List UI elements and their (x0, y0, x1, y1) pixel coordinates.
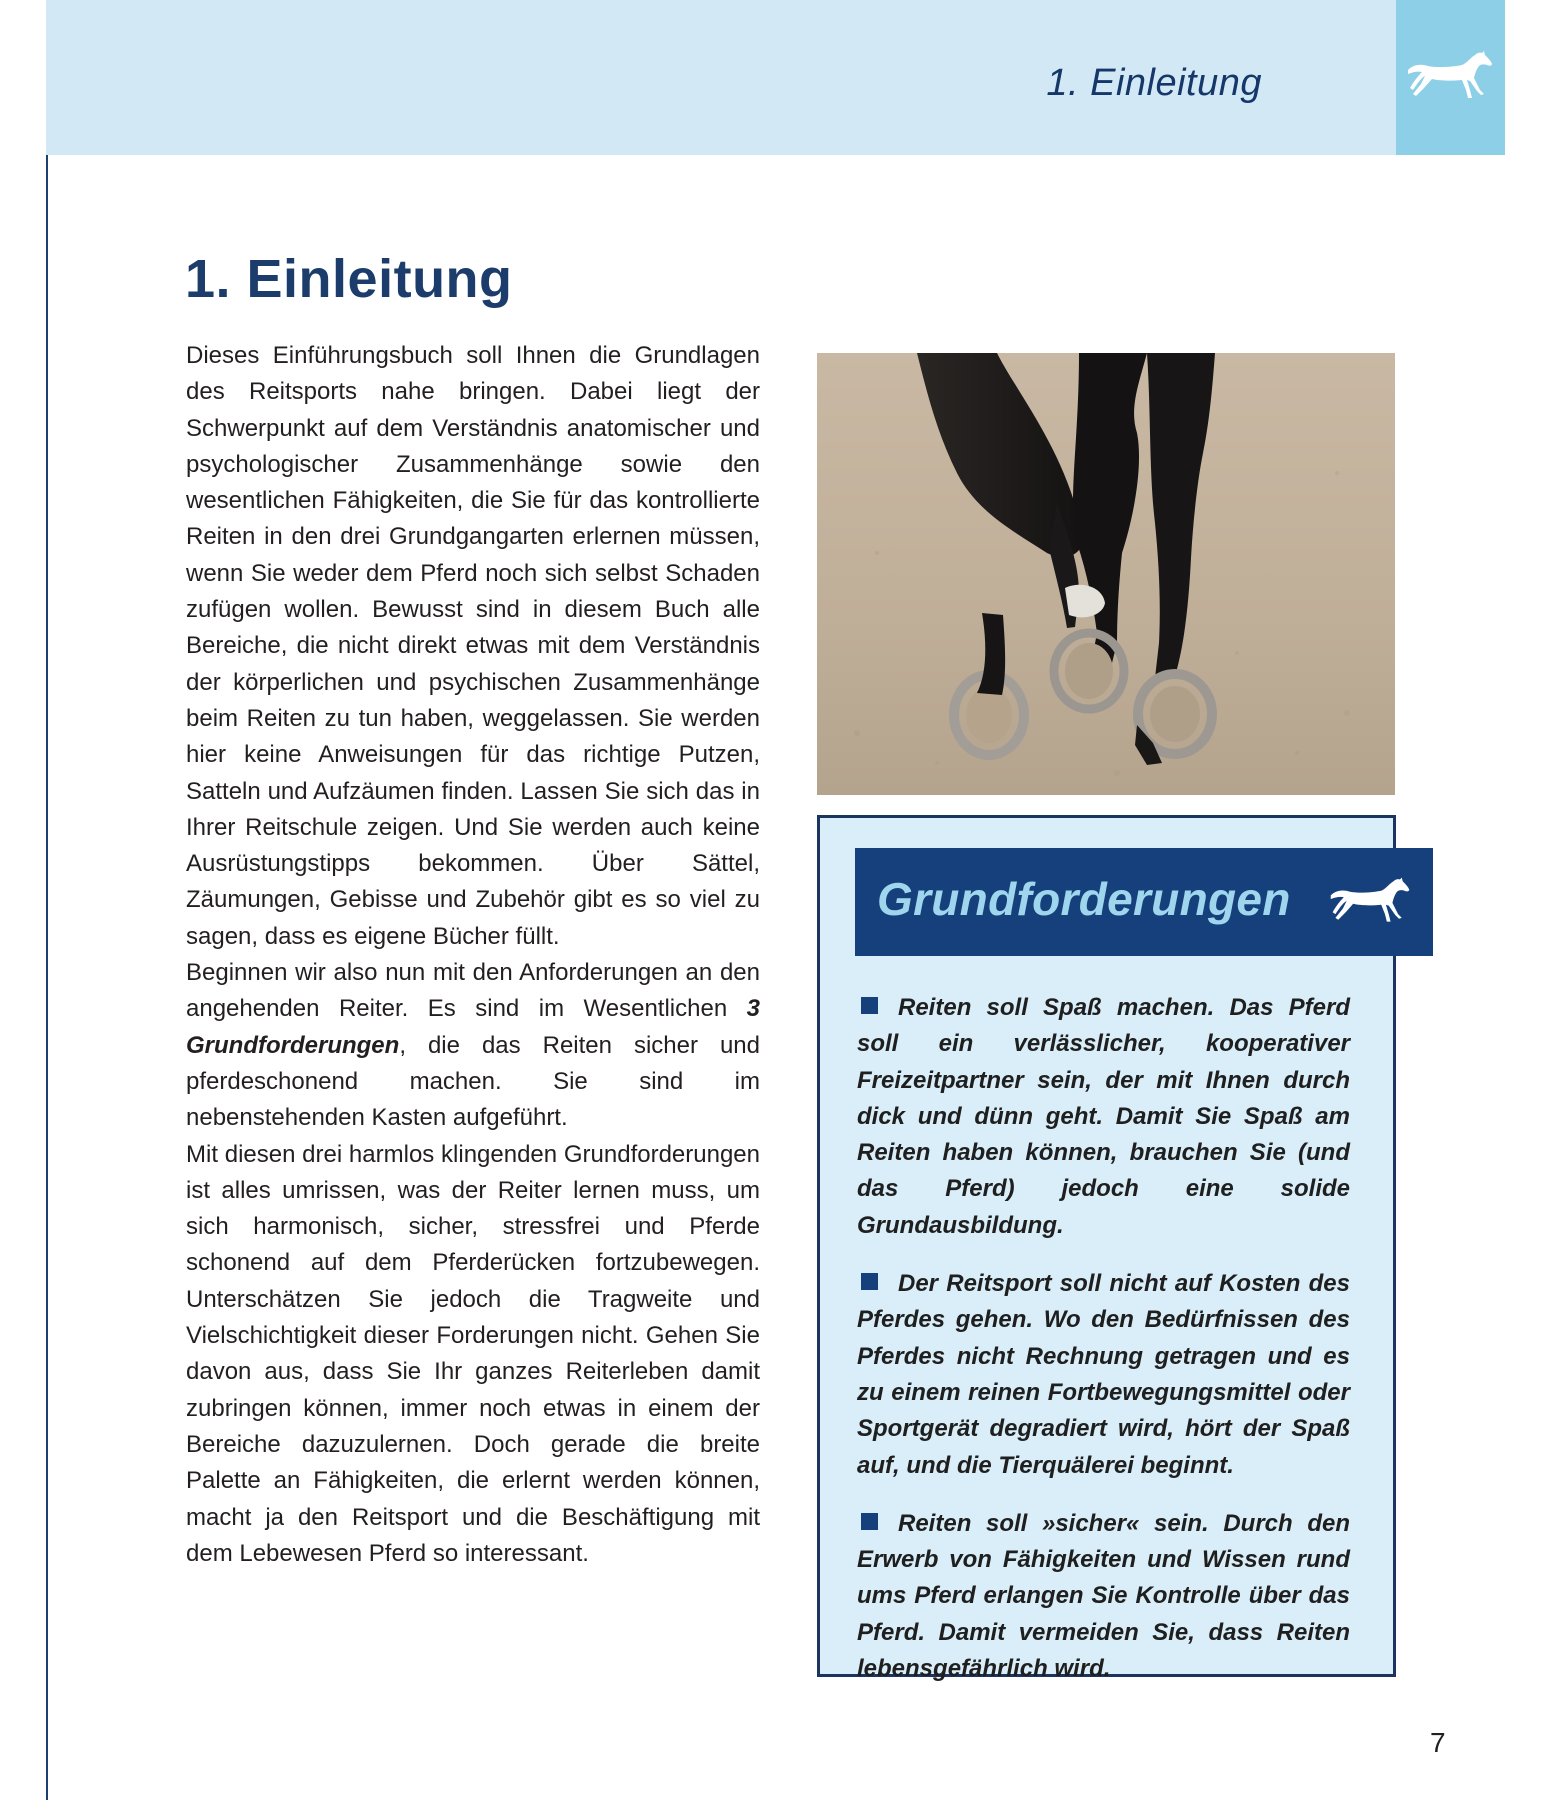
square-bullet-icon (861, 1273, 878, 1290)
info-box-title: Grundforderungen (877, 873, 1291, 925)
emphasis-text: 3 Grundforderungen (186, 995, 760, 1059)
horse-legs-photo (817, 353, 1395, 795)
requirements-list (857, 990, 1350, 1709)
square-bullet-icon (861, 1513, 878, 1530)
paragraph: Beginnen wir also nun mit den Anforderungen an den angehenden Reiter. Es sind im Wesentlichen 3 Grundforderungen, die das Reiten sicher und pferdeschonend machen. Sie sind im nebenstehenden Kasten aufgeführt. (186, 959, 760, 1132)
list-item: Der Reitsport soll nicht auf Kosten des Pferdes gehen. Wo den Bedürfnissen des Pferdes nicht Rechnung getragen und es zu einem reinen Fortbewegungsmittel oder Sportgerät degradiert wird, hört der Spaß auf, und die Tierquälerei beginnt. (857, 1270, 1350, 1479)
horse-icon (1327, 872, 1413, 930)
list-item: Reiten soll Spaß machen. Das Pferd soll ein verlässlicher, kooperativer Freizeitpartner sein, der mit Ihnen durch dick und dünn geht. Damit Sie Spaß am Reiten haben können, brauchen Sie (und das Pferd) jedoch eine solide Grundausbildung. (857, 994, 1350, 1239)
body-text (186, 338, 760, 1572)
list-item: Reiten soll »sicher« sein. Durch den Erwerb von Fähigkeiten und Wissen rund ums Pferd erlangen Sie Kontrolle über das Pferd. Damit vermeiden Sie, dass Reiten lebensgefährlich wird. (857, 1509, 1350, 1683)
paragraph: Mit diesen drei harmlos klingenden Grundforderungen ist alles umrissen, was der Reiter lernen muss, um sich harmonisch, sicher, stressfrei und Pferde schonend auf dem Pferderücken fortzubewegen. Unterschätzen Sie jedoch die Tragweite und Vielschichtigkeit dieser Forderungen nicht. Gehen Sie davon aus, dass Sie Ihr ganzes Reiterleben damit zubringen können, immer noch etwas in einem der Bereiche dazuzulernen. Doch gerade die breite Palette an Fähigkeiten, die erlernt werden können, macht ja den Reitsport und die Beschäftigung mit dem Lebewesen Pferd so interessant. (186, 1140, 760, 1567)
page-title: 1. Einleitung (185, 249, 513, 309)
paragraph: Dieses Einführungsbuch soll Ihnen die Grundlagen des Reitsports nahe bringen. Dabei liegt der Schwerpunkt auf dem Verständnis anatomischer und psychologischer Zusammenhänge sowie den wesentlichen Fähigkeiten, die Sie für das kontrollierte Reiten in den drei Grundgangarten erlernen müssen, wenn Sie weder dem Pferd noch sich selbst Schaden zufügen wollen. Bewusst sind in diesem Buch alle Bereiche, die nicht direkt etwas mit dem Verständnis der körperlichen und psychischen Zusammenhänge beim Reiten zu tun haben, weggelassen. Sie werden hier keine Anweisungen für das richtige Putzen, Satteln und Aufzäumen finden. Lassen Sie sich das in Ihrer Reitschule zeigen. Und Sie werden auch keine Ausrüstungstipps bekommen. Über Sättel, Zäumungen, Gebisse und Zubehör gibt es so viel zu sagen, dass es eigene Bücher füllt. (186, 342, 760, 950)
info-box-header (855, 848, 1433, 956)
page-number: 7 (1430, 1727, 1446, 1758)
margin-rule (46, 155, 48, 1800)
header-tab (1396, 0, 1505, 155)
running-header (46, 0, 1396, 155)
horse-icon (1404, 50, 1496, 102)
square-bullet-icon (861, 997, 878, 1014)
running-header-title: 1. Einleitung (1046, 62, 1262, 104)
